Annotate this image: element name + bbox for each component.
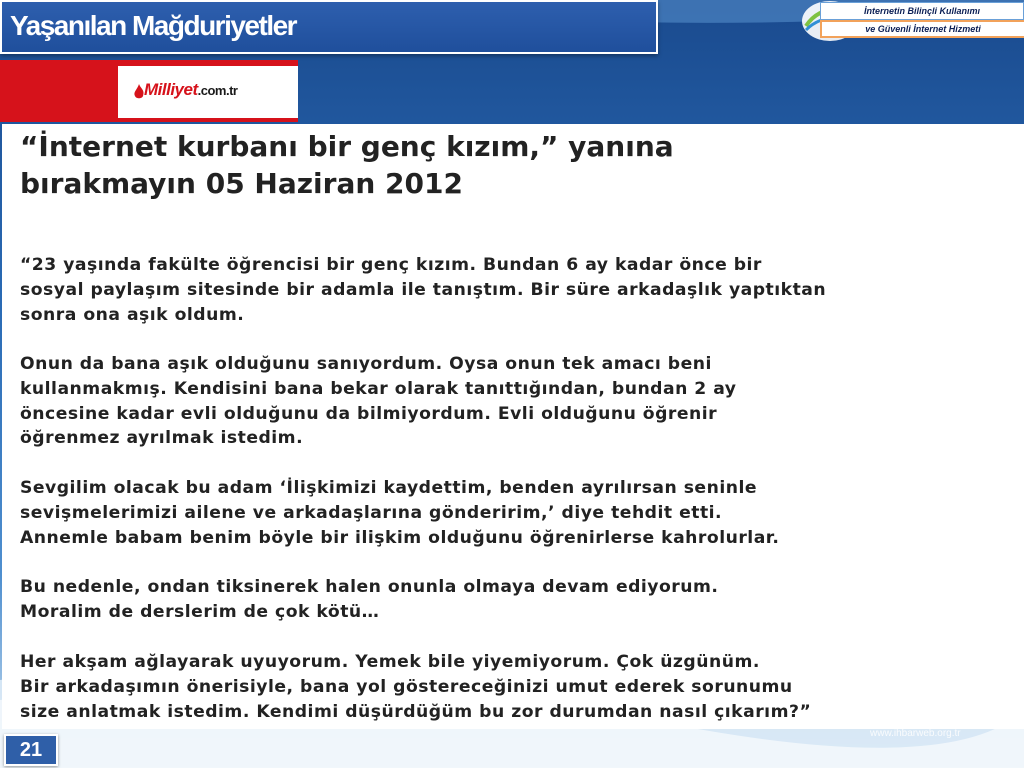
source-logo-suffix: .com.tr — [197, 83, 238, 98]
article-paragraph-2: Onun da bana aşık olduğunu sanıyordum. Oysa onun tek amacı beni kullanmakmış. Kendisini bana bekar olarak tanıttığından, bundan 2 ay öncesine kadar evli olduğunu da bilmiyordum. Evli olduğunu öğrenir öğrenmez ayrılmak istedim. — [20, 354, 737, 449]
slide-title: Yaşanılan Mağduriyetler — [10, 10, 297, 41]
article-paragraph-4: Bu nedenle, ondan tiksinerek halen onunla olmaya devam ediyorum. Moralim de derslerim de çok kötü… — [20, 577, 719, 622]
source-logo-text — [144, 80, 237, 100]
article-paragraph-5: Her akşam ağlayarak uyuyorum. Yemek bile yiyemiyorum. Çok üzgünüm. Bir arkadaşımın önerisiyle, bana yol göstereceğinizi umut ederek sorunumu size anlatmak istedim. Kendimi düşürdüğüm bu zor durumdan nasıl çıkarım?” — [20, 652, 812, 722]
source-logo — [118, 66, 298, 118]
page-number-badge: 21 — [4, 734, 58, 766]
source-logo-name: Milliyet — [144, 80, 198, 99]
footer-url-3: www.ihbarweb.org.tr — [870, 728, 961, 739]
article-paragraph-3: Sevgilim olacak bu adam ‘İlişkimizi kaydettim, benden ayrılırsan seninle sevişmelerimizi ailene ve arkadaşlarına gönderirim,’ diye tehdit etti. Annemle babam benim böyle bir ilişkim olduğunu öğrenirlerse kahrolurlar. — [20, 478, 780, 548]
article-paragraph-1: “23 yaşında fakülte öğrencisi bir genç kızım. Bundan 6 ay kadar önce bir sosyal paylaşım sitesinde bir adamla ile tanıştım. Bir süre arkadaşlık yaptıktan sonra ona aşık oldum. — [20, 255, 827, 325]
header-badge-line2: ve Güvenli İnternet Hizmeti — [820, 20, 1024, 38]
slide-title-box — [0, 0, 658, 54]
article-headline: “İnternet kurbanı bir genç kızım,” yanına bırakmayın 05 Haziran 2012 — [20, 130, 674, 200]
header-badge-line1: İnternetin Bilinçli Kullanımı — [820, 2, 1024, 20]
